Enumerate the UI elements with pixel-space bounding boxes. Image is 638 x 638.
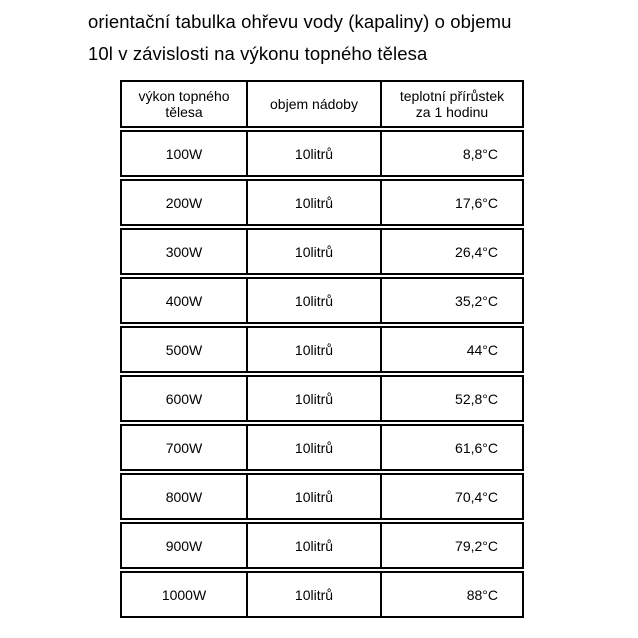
- table-row: [121, 425, 523, 470]
- volume-cell: 10litrů: [247, 278, 381, 323]
- table-row: [121, 229, 523, 274]
- table-row: [121, 131, 523, 176]
- power-cell: 800W: [121, 474, 247, 519]
- power-cell: 200W: [121, 180, 247, 225]
- header-temp-line-1: teplotní přírůstek: [399, 88, 505, 104]
- table-row: [121, 180, 523, 225]
- volume-cell: 10litrů: [247, 376, 381, 421]
- title-line-1: orientační tabulka ohřevu vody (kapaliny) o objemu: [88, 11, 512, 32]
- document-title: [88, 6, 608, 70]
- temp-cell: 70,4°C: [381, 474, 523, 519]
- volume-cell: 10litrů: [247, 327, 381, 372]
- power-cell: 1000W: [121, 572, 247, 617]
- header-power-line-1: výkon topného: [138, 88, 230, 104]
- temp-cell: 35,2°C: [381, 278, 523, 323]
- power-cell: 900W: [121, 523, 247, 568]
- table-row: [121, 474, 523, 519]
- header-temp: [381, 81, 523, 127]
- title-line-2: 10l v závislosti na výkonu topného tělesa: [88, 43, 428, 64]
- table-row: [121, 327, 523, 372]
- power-cell: 100W: [121, 131, 247, 176]
- table-row: [121, 523, 523, 568]
- heating-table: [120, 80, 524, 618]
- volume-cell: 10litrů: [247, 572, 381, 617]
- table-body: [121, 127, 523, 617]
- header-volume: [247, 81, 381, 127]
- volume-cell: 10litrů: [247, 523, 381, 568]
- temp-cell: 52,8°C: [381, 376, 523, 421]
- table-row: [121, 278, 523, 323]
- table-row: [121, 572, 523, 617]
- temp-cell: 79,2°C: [381, 523, 523, 568]
- volume-cell: 10litrů: [247, 131, 381, 176]
- temp-cell: 26,4°C: [381, 229, 523, 274]
- temp-cell: 8,8°C: [381, 131, 523, 176]
- power-cell: 400W: [121, 278, 247, 323]
- temp-cell: 17,6°C: [381, 180, 523, 225]
- power-cell: 700W: [121, 425, 247, 470]
- header-volume-line-1: objem nádoby: [270, 96, 358, 112]
- volume-cell: 10litrů: [247, 229, 381, 274]
- volume-cell: 10litrů: [247, 474, 381, 519]
- header-power: [121, 81, 247, 127]
- header-temp-line-2: za 1 hodinu: [415, 104, 489, 120]
- temp-cell: 44°C: [381, 327, 523, 372]
- power-cell: 600W: [121, 376, 247, 421]
- temp-cell: 88°C: [381, 572, 523, 617]
- volume-cell: 10litrů: [247, 425, 381, 470]
- power-cell: 500W: [121, 327, 247, 372]
- power-cell: 300W: [121, 229, 247, 274]
- header-power-line-2: tělesa: [165, 104, 203, 120]
- temp-cell: 61,6°C: [381, 425, 523, 470]
- table-row: [121, 376, 523, 421]
- volume-cell: 10litrů: [247, 180, 381, 225]
- table-header-row: [121, 81, 523, 127]
